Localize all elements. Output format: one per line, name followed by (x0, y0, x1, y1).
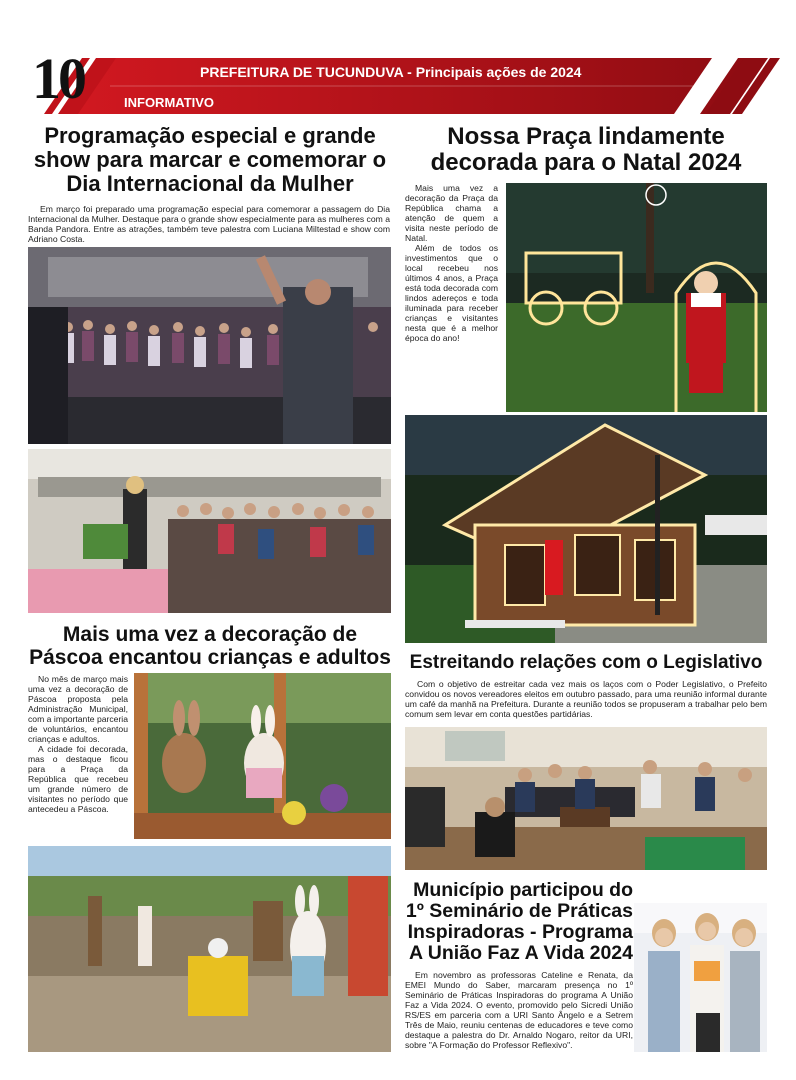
body-legislative: Com o objetivo de estreitar cada vez mais os laços com o Poder Legislativo, o Prefeito convidou os novos vereadores eleitos em outubro passado, para uma reunião informal durante um café da manhã na Prefeitura. Durante a reunião todos se propuseram a trabalhar pelo bem comum sem levar em conta questões partidárias. (405, 679, 767, 719)
photo-christmas-house (405, 415, 767, 643)
section-label: INFORMATIVO (124, 95, 215, 110)
body-women-day: Em março foi preparado uma programação especial para comemorar a passagem do Dia Internacional da Mulher. Destaque para o grande show especialmente para as mulheres com a Banda Pandora. Entre as atrações, também teve palestra com Luciana Miltestad e show com Adriano Costa. (28, 204, 390, 244)
photo-easter-bunnies (134, 673, 391, 839)
body-christmas (405, 183, 498, 343)
headline-easter: Mais uma vez a decoração de Páscoa encantou crianças e adultos (29, 623, 391, 669)
photo-seminar-teachers (634, 903, 767, 1052)
body-christmas-p1: Mais uma vez a decoração da Praça da República chama a atenção de quem a visita neste período de Natal. (405, 183, 498, 243)
header-title: PREFEITURA DE TUCUNDUVA - Principais ações de 2024 (200, 64, 582, 80)
headline-women-day: Programação especial e grande show para marcar e comemorar o Dia Internacional da Mulher (33, 123, 387, 196)
photo-easter-garden (28, 846, 391, 1052)
body-easter-p1: No mês de março mais uma vez a decoração de Páscoa proposta pela Administração Municipal, com a importante parceria de voluntários, encantou crianças e adultos. (28, 674, 128, 744)
photo-christmas-santa (506, 183, 767, 412)
body-easter (28, 674, 128, 814)
body-seminar: Em novembro as professoras Cateline e Renata, da EMEI Mundo do Saber, marcaram presença no 1º Seminário de Práticas Inspiradoras do programa A União Faz a Vida 2024. O evento, promovido pelo Sicredi União RS/ES em parceria com a URI Santo Ângelo e a Setrem Três de Maio, reuniu centenas de educadores e teve como destaque a palestra do Dr. Arnaldo Nogaro, reitor da URI, sobre "A Formação do Professor Reflexivo". (405, 970, 633, 1050)
headline-christmas: Nossa Praça lindamente decorada para o Natal 2024 (430, 123, 742, 176)
body-easter-p2: A cidade foi decorada, mas o destaque ficou para a Praça da República que recebeu um grande número de visitantes no período que antecedeu a Páscoa. (28, 744, 128, 814)
headline-seminar: Município participou do 1º Seminário de Práticas Inspiradoras - Programa A União Faz A Vida 2024 (405, 879, 633, 964)
page-number: 10 (32, 46, 84, 111)
photo-legislative-meeting (405, 727, 767, 870)
body-christmas-p2: Além de todos os investimentos que o local recebeu nos últimos 4 anos, a Praça está toda decorada com lindos adereços e toda iluminada para receber crianças e visitantes nesta que é a melhor época do ano! (405, 243, 498, 343)
photo-women-show (28, 247, 391, 444)
headline-legislative: Estreitando relações com o Legislativo (409, 652, 763, 673)
photo-women-lecture (28, 449, 391, 613)
